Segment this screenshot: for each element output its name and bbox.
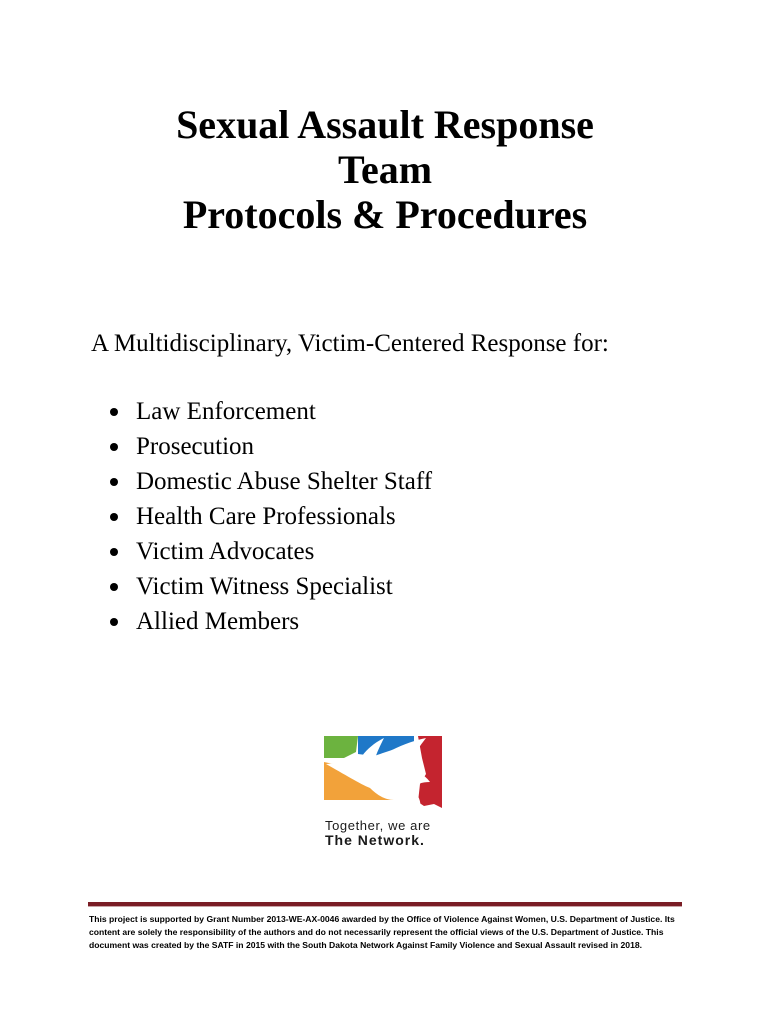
intro-text: A Multidisciplinary, Victim-Centered Response for: [91,330,609,357]
title-line-3: Protocols & Procedures [182,192,588,237]
list-item [110,394,432,429]
tagline-line-2: The Network. [325,832,425,848]
bullet-icon [110,408,118,416]
list-item-label: Victim Witness Specialist [136,573,393,600]
logo-red-block [418,736,442,808]
logo-tagline [325,818,431,848]
bullet-icon [110,513,118,521]
list-item-label: Allied Members [136,608,300,635]
list-item [110,534,432,569]
bullet-icon [110,443,118,451]
bullet-icon [110,618,118,626]
list-item-label: Domestic Abuse Shelter Staff [136,468,433,495]
bullet-icon [110,478,118,486]
bullet-icon [110,548,118,556]
footer-divider [88,902,682,907]
tagline-line-1: Together, we are [325,818,431,833]
list-item-label: Law Enforcement [136,398,316,425]
dove-logo-icon [322,734,448,814]
list-item-label: Victim Advocates [136,538,315,565]
list-item [110,464,432,499]
list-item [110,569,432,604]
bullet-icon [110,583,118,591]
list-item [110,429,432,464]
audience-list [110,394,432,639]
document-title [0,102,770,237]
title-line-1: Sexual Assault Response [176,102,594,147]
grant-footnote: This project is supported by Grant Number 2013-WE-AX-0046 awarded by the Office of Violence Against Women, U.S. Department of Justice. Its content are solely the responsibility of the authors and do not necessarily represent the official views of the U.S. Department of Justice. This document was created by the SATF in 2015 with the South Dakota Network Against Family Violence and Sexual Assault revised in 2018. [89,914,675,950]
list-item-label: Prosecution [136,433,255,460]
logo-green-block [324,736,358,758]
list-item [110,604,432,639]
title-line-2: Team [337,147,433,192]
list-item [110,499,432,534]
list-item-label: Health Care Professionals [136,503,396,530]
